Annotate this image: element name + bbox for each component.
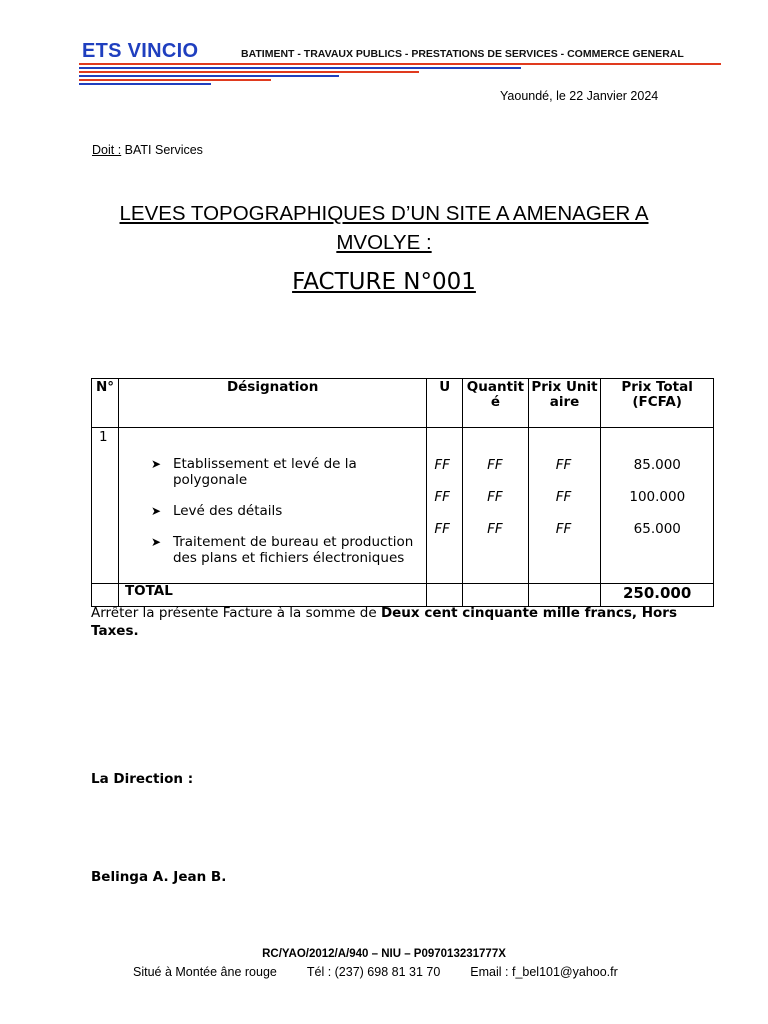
- header-unit-price: Prix Unitaire: [528, 379, 601, 428]
- unit-price-cell: [528, 428, 601, 584]
- list-item: [149, 456, 419, 488]
- list-item: [149, 534, 419, 566]
- table-header-row: [92, 379, 714, 428]
- unit-value: FF: [434, 457, 450, 473]
- header-no: N°: [92, 379, 119, 428]
- direction-label: La Direction :: [91, 771, 194, 787]
- header-quantity: Quantité: [463, 379, 529, 428]
- quantity-value: FF: [487, 521, 503, 537]
- unit-value: FF: [434, 489, 450, 505]
- client-label: Doit :: [92, 143, 122, 157]
- company-tagline: BATIMENT - TRAVAUX PUBLICS - PRESTATIONS DE SERVICES - COMMERCE GENERAL: [241, 48, 684, 60]
- list-item: [149, 503, 419, 519]
- unit-price-value: FF: [555, 457, 572, 473]
- signer-name: Belinga A. Jean B.: [91, 869, 227, 885]
- item-number: 1: [92, 428, 119, 584]
- arrow-bullet-icon: ➤: [150, 457, 161, 471]
- designation-text: Etablissement et levé de la polygonale: [172, 456, 357, 488]
- header-rule-blue-3: [79, 83, 211, 85]
- amount-prefix: Arrêter la présente Facture à la somme de: [91, 605, 381, 621]
- footer-address: Situé à Montée âne rouge: [133, 965, 277, 979]
- total-price-cell: [601, 428, 714, 584]
- total-label: TOTAL: [118, 584, 426, 607]
- quantity-value: FF: [487, 489, 503, 505]
- quantity-cell: [463, 428, 529, 584]
- footer-email: Email : f_bel101@yahoo.fr: [470, 965, 618, 979]
- footer-registration: RC/YAO/2012/A/940 – NIU – P097013231777X: [262, 948, 506, 960]
- designation-text: Traitement de bureau et production des plans et fichiers électroniques: [172, 534, 414, 566]
- line-total: 100.000: [629, 489, 686, 505]
- document-title: LEVES TOPOGRAPHIQUES D’UN SITE A AMENAGER A MVOLYE :: [119, 202, 649, 254]
- amount-words: Deux cent cinquante mille francs, Hors Taxes.: [91, 605, 677, 639]
- line-total: 85.000: [633, 457, 681, 473]
- header-rule-blue-2: [79, 75, 339, 77]
- header-rule-red-1: [79, 63, 721, 65]
- arrow-bullet-icon: ➤: [150, 535, 161, 549]
- footer-phone: Tél : (237) 698 81 31 70: [306, 965, 441, 979]
- total-value: 250.000: [601, 584, 714, 607]
- header-designation: Désignation: [118, 379, 426, 428]
- invoice-date: Yaoundé, le 22 Janvier 2024: [500, 89, 659, 103]
- invoice-number: FACTURE N°001: [292, 269, 476, 295]
- header-total-price: Prix Total (FCFA): [601, 379, 714, 428]
- line-total: 65.000: [633, 521, 681, 537]
- header-rule-red-3: [79, 79, 271, 81]
- header-rule-red-2: [79, 71, 419, 73]
- unit-value: FF: [434, 521, 450, 537]
- footer-contact: [133, 965, 648, 979]
- quantity-value: FF: [487, 457, 503, 473]
- unit-price-value: FF: [555, 489, 572, 505]
- amount-in-words: [91, 604, 691, 640]
- table-row: [92, 428, 714, 584]
- header-unit: U: [427, 379, 463, 428]
- designation-cell: [118, 428, 426, 584]
- company-logo: ETS VINCIO: [82, 40, 199, 62]
- invoice-table: [91, 378, 714, 607]
- client-name: BATI Services: [124, 143, 203, 157]
- arrow-bullet-icon: ➤: [150, 504, 161, 518]
- designation-text: Levé des détails: [172, 503, 283, 519]
- client-line: [92, 143, 203, 157]
- header-rule-blue-1: [79, 67, 521, 69]
- unit-cell: [427, 428, 463, 584]
- unit-price-value: FF: [555, 521, 572, 537]
- designation-list: [149, 456, 419, 581]
